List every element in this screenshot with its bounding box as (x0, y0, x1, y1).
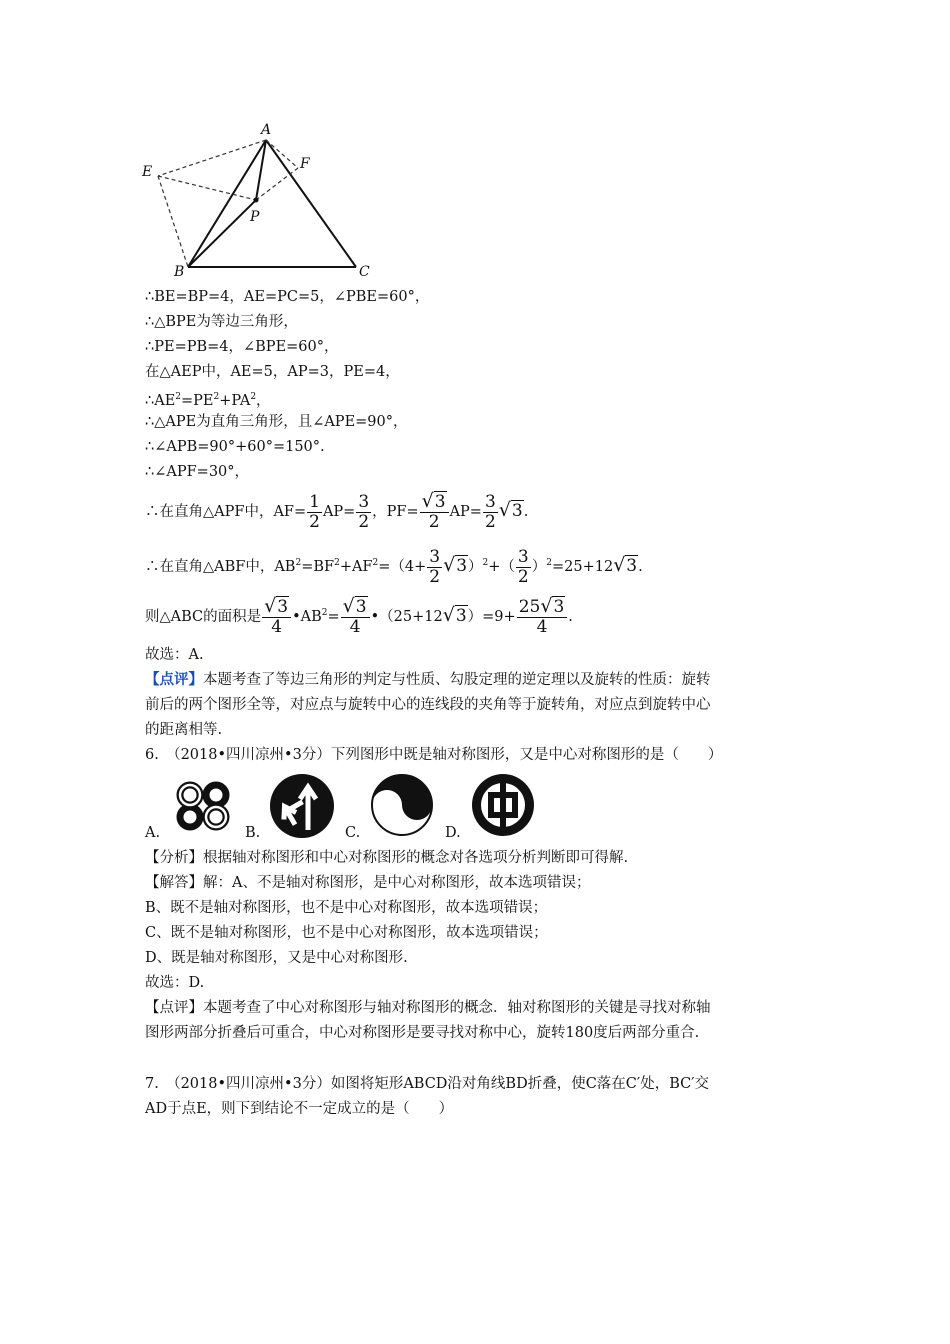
q6-answer: 故选：D. (145, 975, 205, 991)
q6-solution-b: B、既不是轴对称图形，也不是中心对称图形，故本选项错误； (145, 900, 548, 916)
q7-line1: 7. （2018•四川凉州•3分）如图将矩形ABCD沿对角线BD折叠，使C落在C′处，BC′交 (145, 1076, 710, 1092)
sol5-line5: $\therefore AE^2=PE^2+PA^2$， (145, 392, 271, 409)
sol5-line6: ∴△APE为直角三角形，且∠APE=90°， (145, 414, 408, 430)
sol5-line8: ∴∠APF=30°， (145, 464, 250, 480)
option-c-label: C. (345, 825, 361, 841)
sol5-line3: ∴PE=PB=4，∠BPE=60°， (145, 339, 339, 355)
option-b-label: B. (245, 825, 261, 841)
label-b: B (174, 264, 185, 280)
label-c: C (359, 264, 370, 280)
label-e: E (142, 164, 153, 180)
label-p: P (250, 209, 260, 225)
label-f: F (300, 156, 310, 172)
sol5-line1: ∴BE=BP=4，AE=PC=5，∠PBE=60°， (145, 289, 430, 305)
sol5-answer: 故选：A. (145, 647, 204, 663)
label-a: A (261, 122, 272, 138)
sol5-line10: ∴在直角△ABF中，$AB^2=BF^2+AF^2=(4+$ $\frac{3}{2}$ √3）$^2$+（ $\frac{3}{2}$ ）$^2$=25+12√3. (145, 546, 643, 587)
q6-title: 6. （2018•四川凉州•3分）下列图形中既是轴对称图形，又是中心对称图形的是（ ） (145, 747, 723, 763)
q6-analysis: 【分析】根据轴对称图形和中心对称图形的概念对各选项分析判断即可得解. (145, 850, 629, 866)
sol5-comment-line2: 前后的两个图形全等，对应点与旋转中心的连线段的夹角等于旋转角，对应点到旋转中心 (145, 697, 711, 713)
sol5-line4: 在△AEP中，AE=5，AP=3，PE=4， (145, 364, 400, 380)
option-a-knot-icon (168, 775, 238, 835)
triangle-figure (140, 118, 380, 283)
q6-solution-c: C、既不是轴对称图形，也不是中心对称图形，故本选项错误； (145, 925, 548, 941)
q6-comment-line2: 图形两部分折叠后可重合，中心对称图形是要寻找对称中心，旋转180度后两部分重合. (145, 1025, 700, 1041)
q6-solution: 【解答】解：A、不是轴对称图形，是中心对称图形，故本选项错误； (145, 875, 591, 891)
option-d-label: D. (445, 825, 461, 841)
sol5-line2: ∴△BPE为等边三角形， (145, 314, 298, 330)
option-d-coin-icon (470, 772, 536, 838)
sol5-comment-line3: 的距离相等. (145, 722, 223, 738)
option-b-arrows-icon (268, 772, 338, 842)
option-c-yinyang-icon (369, 772, 435, 838)
sol5-line11: 则△ABC的面积是 $\frac{√3}{4}$ $•AB^2=$ $\frac{√3}{4}$ •（25+12√3）=9+ $\frac{25√3}{4}$ . (145, 595, 573, 637)
q6-comment-line1: 【点评】本题考查了中心对称图形与轴对称图形的概念．轴对称图形的关键是寻找对称轴 (145, 1000, 711, 1016)
sol5-comment-line1: 【点评】本题考查了等边三角形的判定与性质、勾股定理的逆定理以及旋转的性质：旋转 (145, 671, 711, 688)
sol5-line7: ∴∠APB=90°+60°=150°. (145, 439, 325, 455)
sol5-line9: ∴在直角△APF中，AF= $\frac{1}{2}$ AP= $\frac{3}{2}$ ，PF= $\frac{√3}{2}$ AP= $\frac{3}{2}$ √3. (145, 490, 529, 532)
option-a-label: A. (145, 825, 161, 841)
q7-line2: AD于点E，则下到结论不一定成立的是（ ） (145, 1101, 454, 1117)
q6-solution-d: D、既是轴对称图形，又是中心对称图形. (145, 950, 408, 966)
